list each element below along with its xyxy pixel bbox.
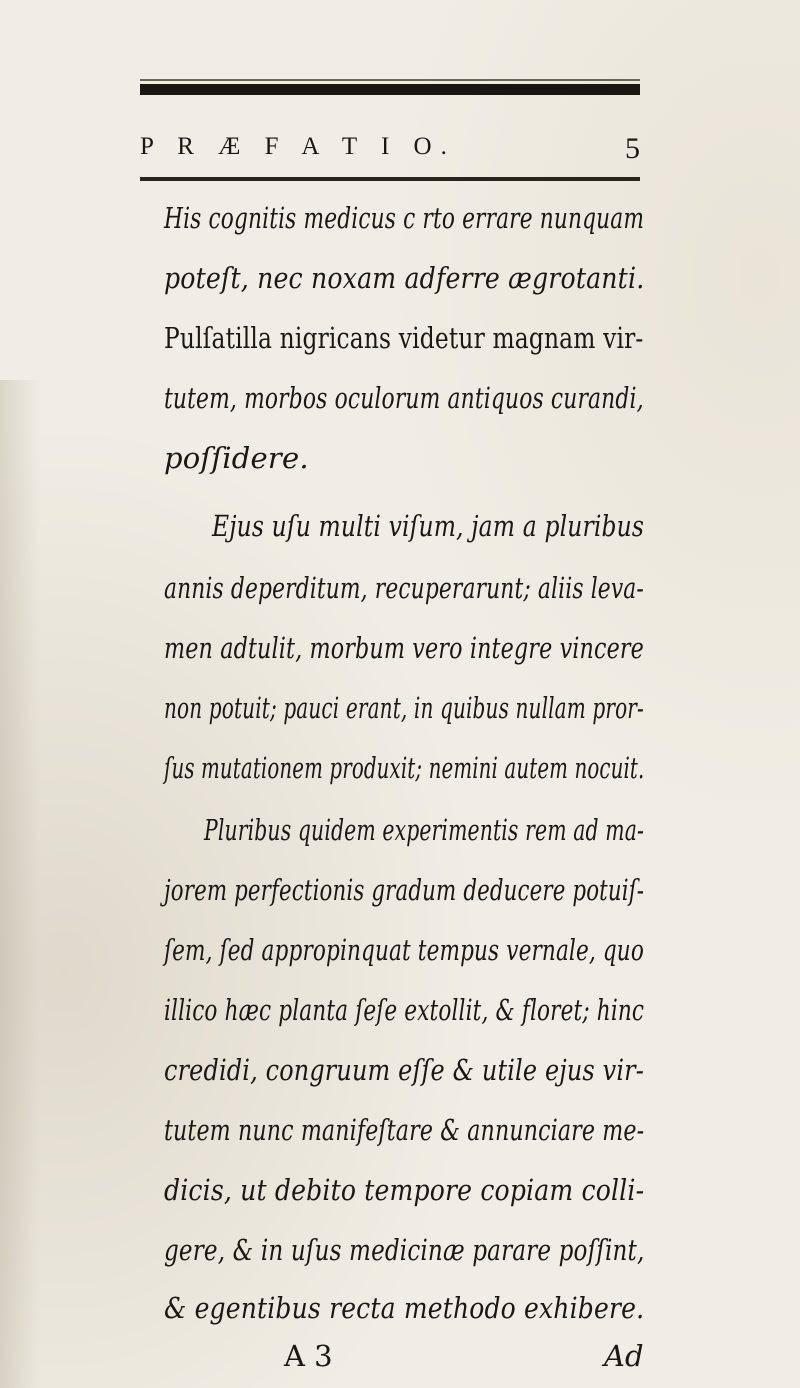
text-line: & egentibus recta methodo exhibere.: [164, 1291, 645, 1325]
running-title: P R Æ F A T I O.: [140, 133, 456, 160]
top-thin-rule: [140, 79, 640, 81]
text-line: annis deperditum, recuperarunt; aliis leva-: [164, 571, 644, 605]
text-line: ſem, ſed appropinquat tempus vernale, quo: [164, 933, 644, 967]
footer-row: [164, 1331, 644, 1381]
text-line: credidi, congruum eſſe & utile ejus vir-: [164, 1053, 644, 1087]
top-heavy-rule: [140, 84, 640, 95]
gutter-shadow: [0, 380, 40, 1388]
text-line-roman-word: Pulſatilla nigricans videtur magnam vir-: [164, 321, 644, 355]
head-rule: [140, 177, 640, 181]
text-line: jorem perfectionis gradum deducere potuiſ-: [164, 873, 645, 907]
text-line: poſſidere.: [164, 441, 309, 475]
paragraph-start-line: Pluribus quidem experimentis rem ad ma-: [204, 813, 645, 847]
text-line: tutem nunc manifeſtare & annunciare me-: [164, 1113, 645, 1147]
text-line: dicis, ut debito tempore copiam colli-: [164, 1173, 645, 1207]
signature-mark: A 3: [284, 1339, 333, 1373]
catchword: Ad: [604, 1339, 644, 1373]
text-line: illico hæc planta ſeſe extollit, & floret; hinc: [164, 993, 645, 1027]
text-line: tutem, morbos oculorum antiquos curandi,: [164, 381, 644, 415]
text-line: men adtulit, morbum vero integre vincere: [164, 631, 644, 665]
text-line: ſus mutationem produxit; nemini autem nocuit.: [164, 751, 645, 785]
text-line: His cognitis medicus c rto errare nunquam: [164, 201, 645, 235]
paragraph-start-line: Ejus uſu multi viſum, jam a pluribus: [212, 509, 645, 543]
text-line: gere, & in uſus medicinæ parare poſſint,: [164, 1233, 645, 1267]
text-line: [164, 313, 643, 363]
text-line: non potuit; pauci erant, in quibus nullam pror-: [164, 691, 644, 725]
page-number: 5: [625, 132, 640, 165]
running-head: [140, 127, 640, 167]
text-line: poteſt, nec noxam adferre ægrotanti.: [164, 261, 645, 295]
